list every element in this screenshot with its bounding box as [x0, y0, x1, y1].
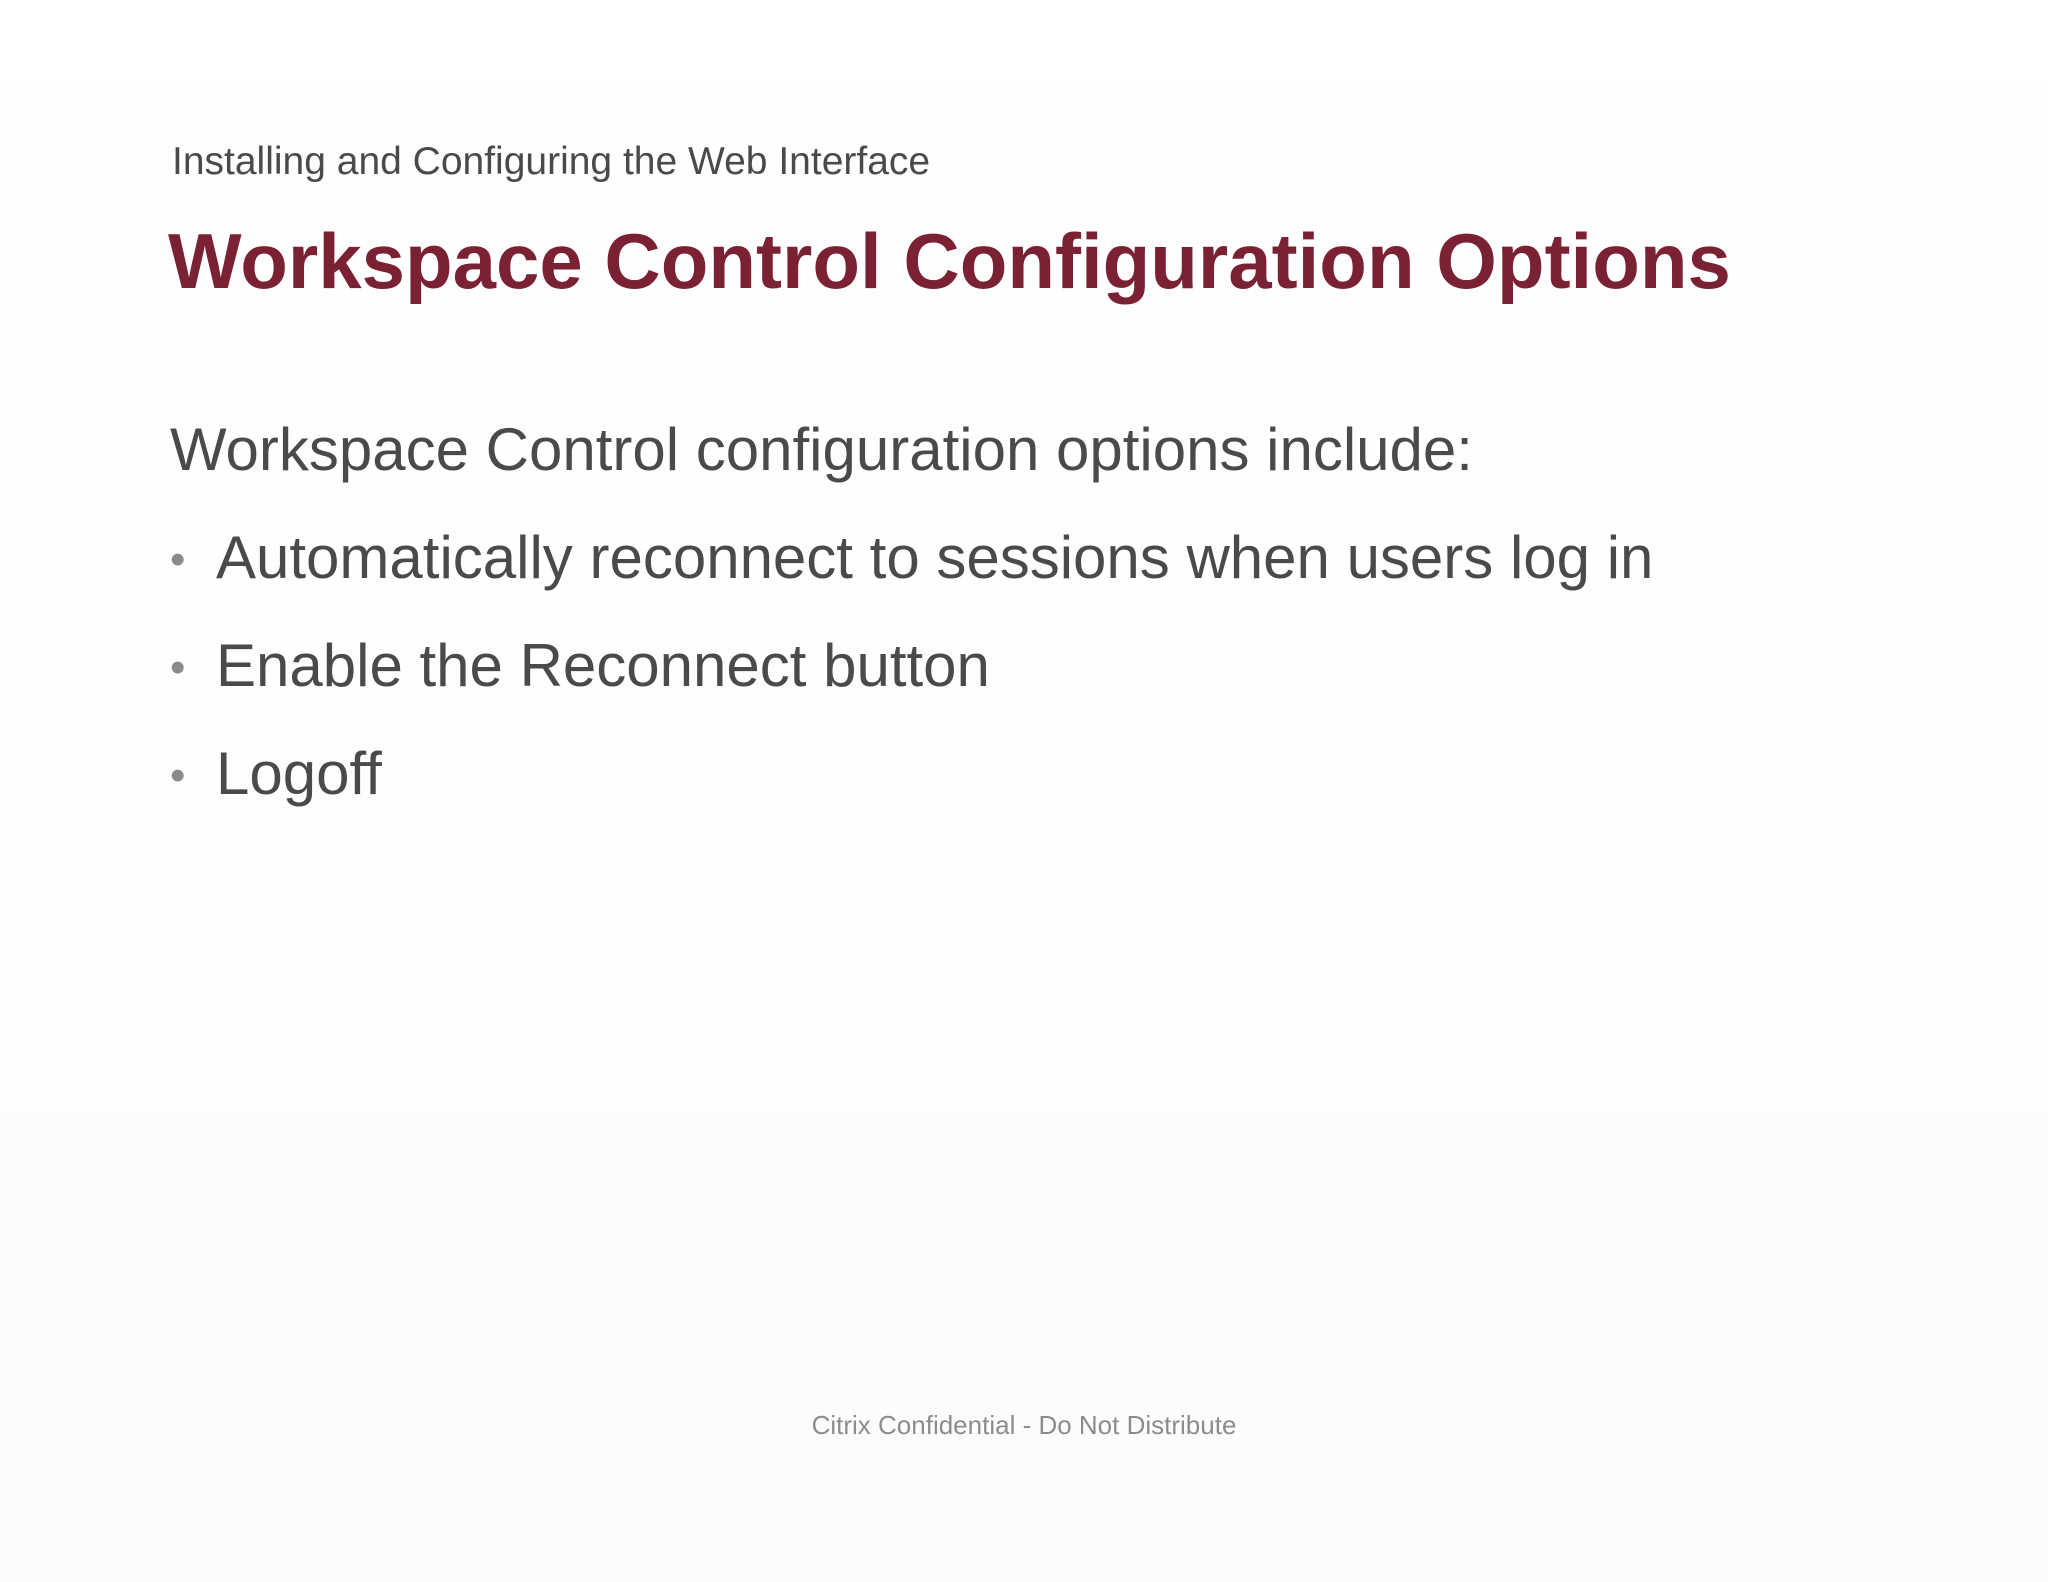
bullet-dot-icon: •	[170, 643, 186, 692]
bullet-text: Enable the Reconnect button	[216, 632, 990, 699]
intro-text: Workspace Control configuration options include:	[170, 416, 1473, 483]
bullet-text: Automatically reconnect to sessions when users log in	[216, 524, 1654, 591]
bullet-dot-icon: •	[170, 535, 186, 584]
slide-title: Workspace Control Configuration Options	[168, 217, 1731, 305]
section-header: Installing and Configuring the Web Interface	[172, 140, 931, 183]
bullet-text: Logoff	[216, 740, 382, 807]
bullet-dot-icon: •	[170, 751, 186, 800]
confidentiality-footer: Citrix Confidential - Do Not Distribute	[811, 1410, 1237, 1440]
